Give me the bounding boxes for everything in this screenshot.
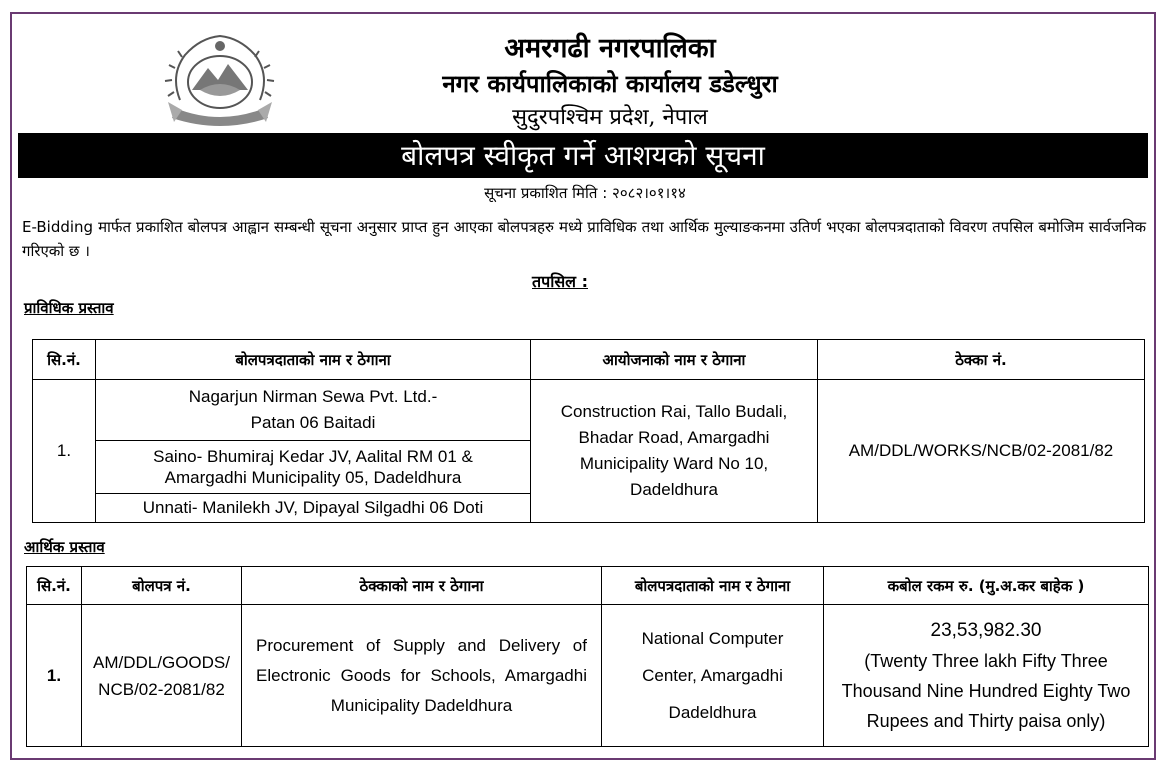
col-header-project: आयोजनाको नाम र ठेगाना [531, 340, 818, 380]
col-header-bid-no: बोलपत्र नं. [82, 567, 242, 605]
contract-number: AM/DDL/WORKS/NCB/02-2081/82 [818, 380, 1145, 523]
office-name: नगर कार्यपालिकाको कार्यालय डडेल्धुरा [442, 69, 778, 98]
details-heading: तपसिल : [532, 272, 588, 291]
bid-amount-words: (Twenty Three lakh Fifty Three Thousand Nine Hundred Eighty Two Rupees and Thirty paisa only) [841, 650, 1131, 731]
col-header-bidder: बोलपत्रदाताको नाम र ठेगाना [602, 567, 824, 605]
bidder-name: Nagarjun Nirman Sewa Pvt. Ltd.- Patan 06 Baitadi [96, 380, 531, 441]
technical-proposal-heading: प्राविधिक प्रस्ताव [24, 299, 114, 317]
col-header-sn: सि.नं. [33, 340, 96, 380]
intro-paragraph: E-Bidding मार्फत प्रकाशित बोलपत्र आह्वान सम्बन्धी सूचना अनुसार प्राप्त हुन आएका बोलपत्रहरु मध्ये प्राविधिक तथा आर्थिक मुल्याङकनमा उतिर्ण भएका बोलपत्रदाताको विवरण तपसिल बमोजिम सार्वजनिक गरिएको छ । [22, 218, 1146, 260]
col-header-contract-name: ठेक्काको नाम र ठेगाना [242, 567, 602, 605]
nepal-emblem-icon [160, 30, 280, 135]
table-header-row [27, 567, 1149, 605]
financial-proposal-heading: आर्थिक प्रस्ताव [24, 538, 105, 556]
bidder-name: National Computer Center, Amargadhi Dadeldhura [602, 605, 824, 747]
col-header-bidder: बोलपत्रदाताको नाम र ठेगाना [96, 340, 531, 380]
col-header-amount: कबोल रकम रु. (मु.अ.कर बाहेक ) [824, 567, 1149, 605]
bid-number: AM/DDL/GOODS/ NCB/02-2081/82 [82, 605, 242, 747]
municipality-name: अमरगढी नगरपालिका [504, 33, 716, 64]
technical-proposal-table [32, 339, 1145, 523]
bid-amount-cell [824, 605, 1149, 747]
contract-name: Procurement of Supply and Delivery of Electronic Goods for Schools, Amargadhi Municipality Dadeldhura [242, 605, 602, 747]
bidder-name: Saino- Bhumiraj Kedar JV, Aalital RM 01 & Amargadhi Municipality 05, Dadeldhura [96, 441, 531, 494]
publish-date: सूचना प्रकाशित मिति : २०८२।०१।१४ [484, 184, 686, 202]
financial-proposal-table [26, 566, 1149, 747]
row-sn: 1. [27, 605, 82, 747]
province-country: सुदुरपश्चिम प्रदेश, नेपाल [512, 105, 708, 130]
col-header-sn: सि.नं. [27, 567, 82, 605]
table-row [33, 380, 1145, 441]
col-header-contract-no: ठेक्का नं. [818, 340, 1145, 380]
table-header-row [33, 340, 1145, 380]
row-sn: 1. [33, 380, 96, 523]
project-name: Construction Rai, Tallo Budali, Bhadar Road, Amargadhi Municipality Ward No 10, Dadeldhura [531, 380, 818, 523]
bidder-name: Unnati- Manilekh JV, Dipayal Silgadhi 06 Doti [96, 494, 531, 523]
bid-amount: 23,53,982.30 [930, 619, 1042, 641]
notice-title-banner: बोलपत्र स्वीकृत गर्ने आशयको सूचना [18, 133, 1148, 178]
table-row [27, 605, 1149, 747]
